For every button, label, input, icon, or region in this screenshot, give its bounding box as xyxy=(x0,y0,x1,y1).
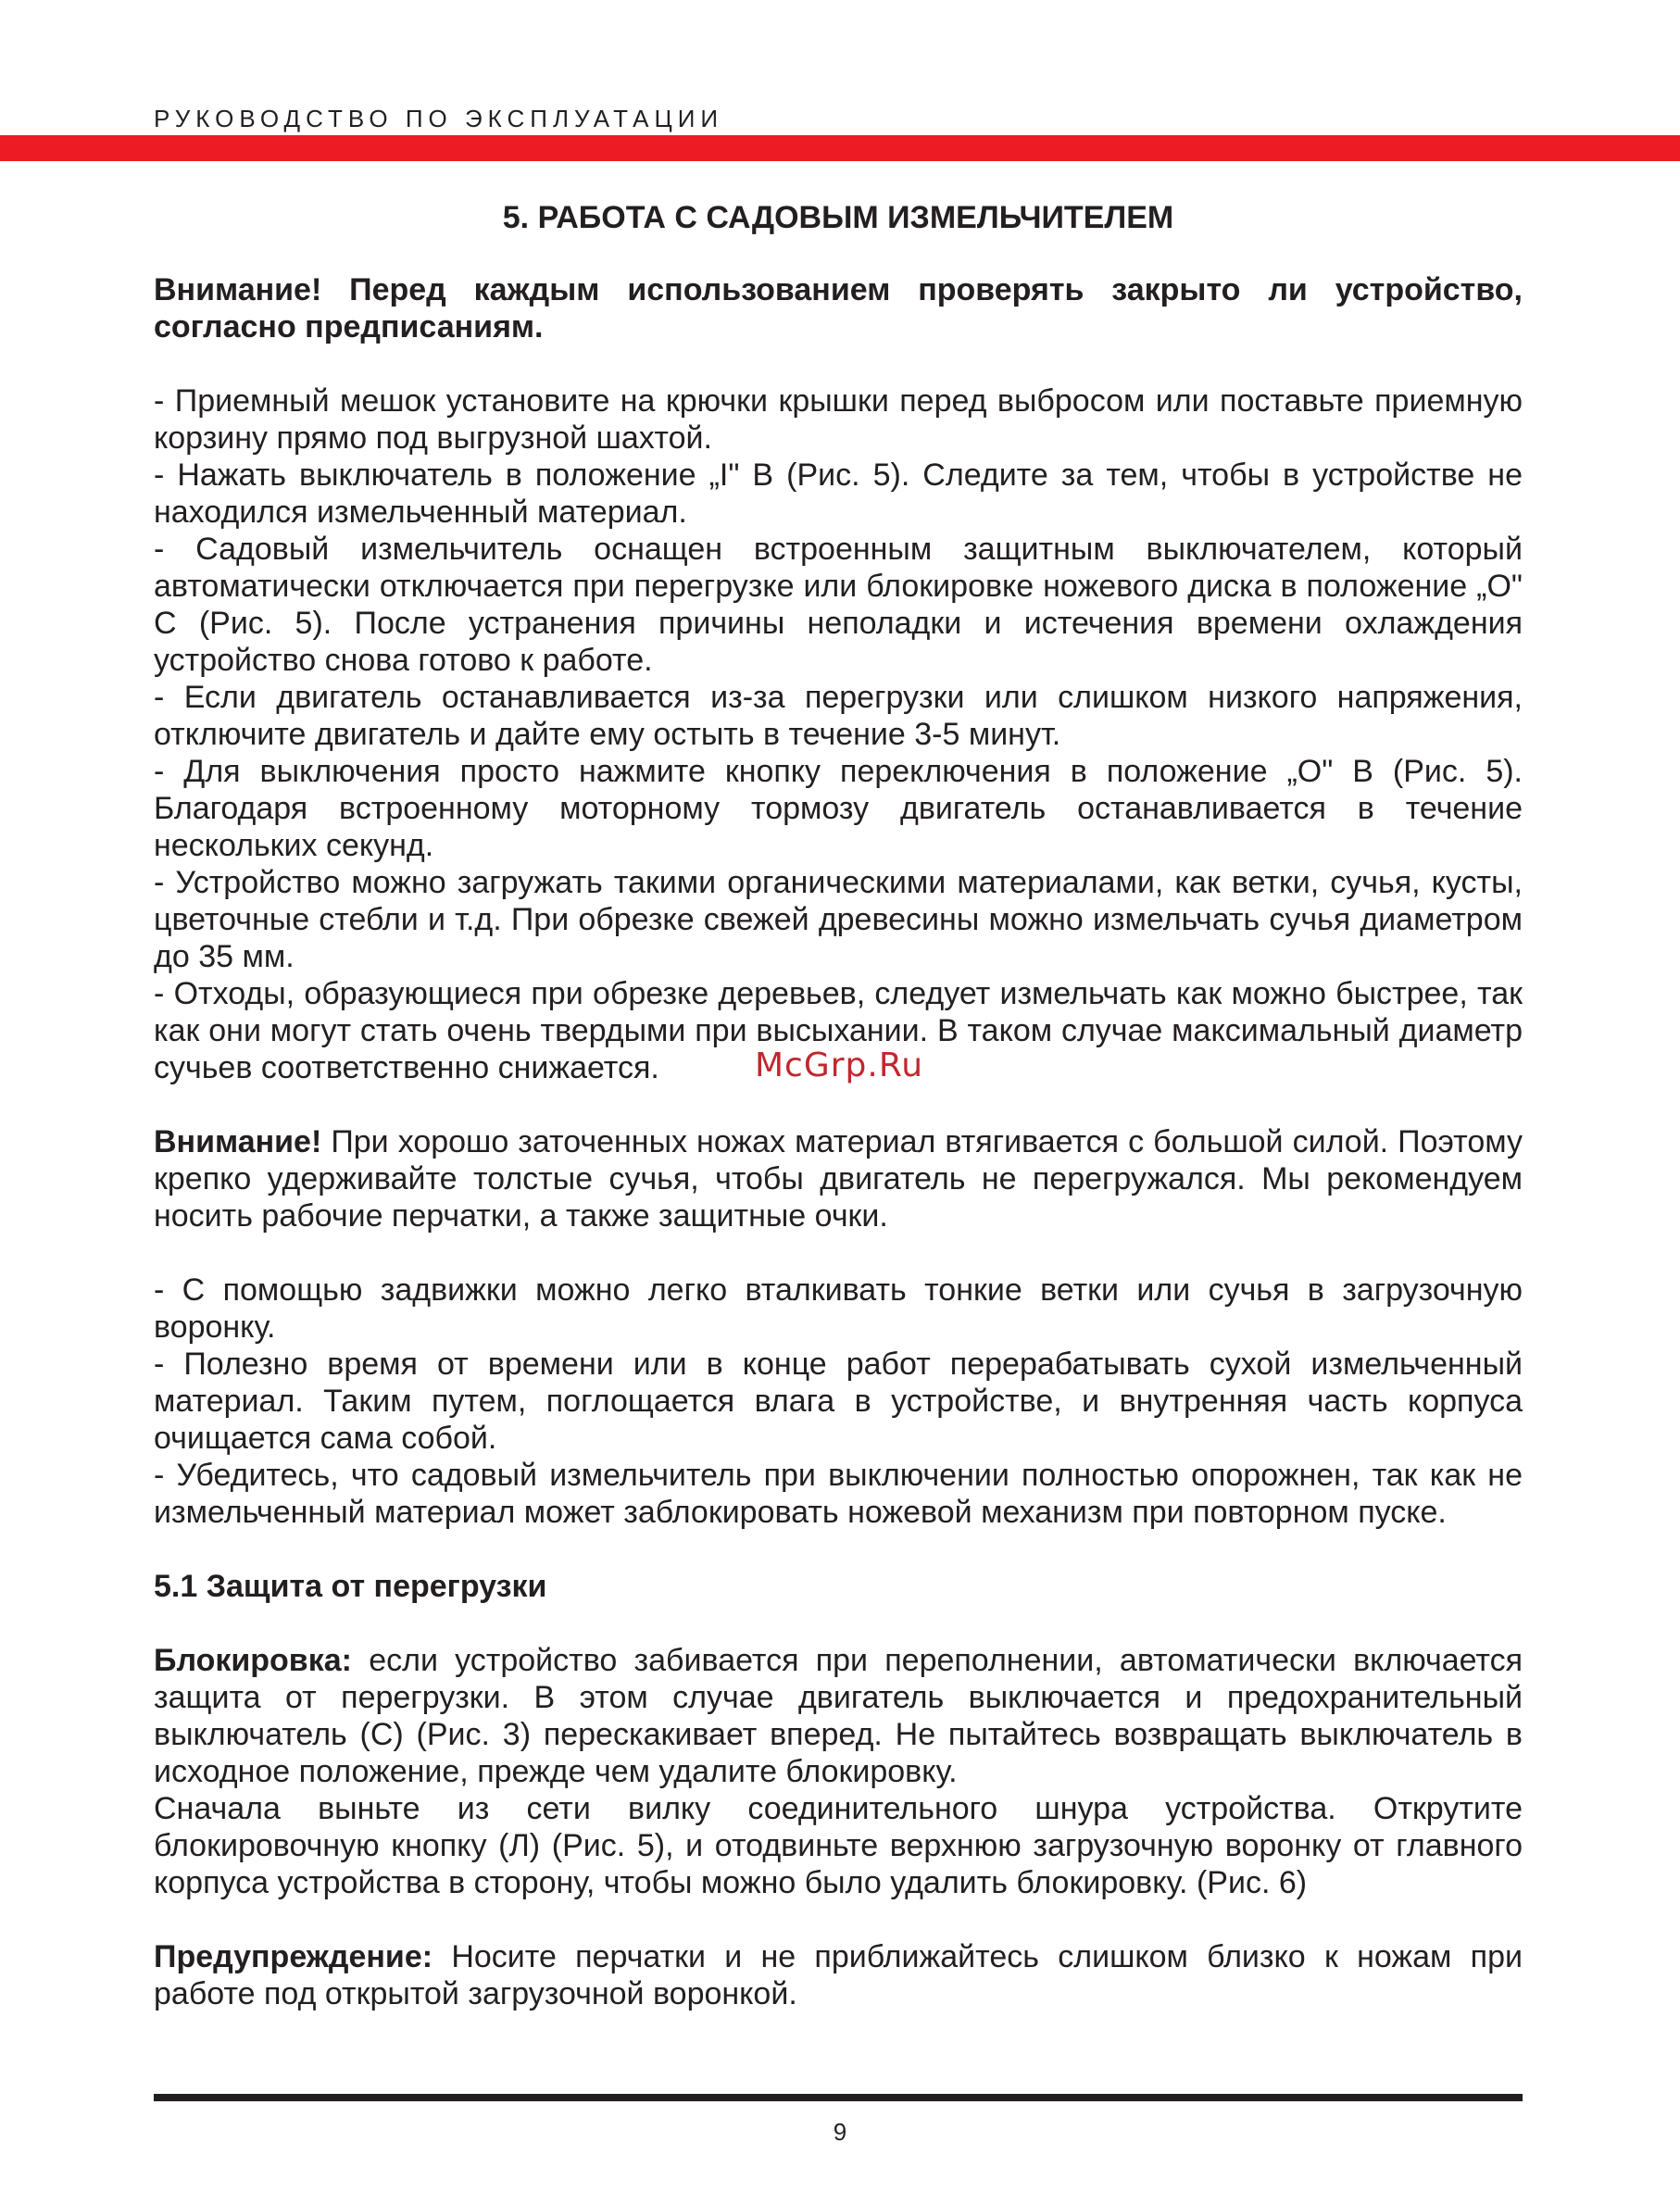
list-item: - Полезно время от времени или в конце работ перерабатывать сухой измельченный материал. Таким путем, поглощается влага в устройстве, и внутренняя часть корпуса очищается сама собой. xyxy=(154,1347,1523,1456)
page-number: 9 xyxy=(833,2118,847,2146)
warning-intro: Внимание! Перед каждым использованием проверять закрыто ли устройство, согласно предписаниям. xyxy=(154,272,1523,345)
section-title: 5. РАБОТА С САДОВЫМ ИЗМЕЛЬЧИТЕЛЕМ xyxy=(502,200,1174,235)
list-item: - Устройство можно загружать такими органическими материалами, как ветки, сучья, кусты, цветочные стебли и т.д. При обрезке свежей древесины можно измельчать сучья диаметром до 35 мм. xyxy=(154,865,1523,974)
running-header: РУКОВОДСТВО ПО ЭКСПЛУАТАЦИИ xyxy=(154,105,724,132)
list-item: - Приемный мешок установите на крючки крышки перед выбросом или поставьте приемную корзину прямо под выгрузной шахтой. xyxy=(154,383,1523,456)
warning-paragraph xyxy=(154,1938,1523,2012)
list-item: - Садовый измельчитель оснащен встроенным защитным выключателем, который автоматически отключается при перегрузке или блокировке ножевого диска в положение „O" C (Рис. 5). После устранения причины неполадки и истечения времени охлаждения устройство снова готово к работе. xyxy=(154,532,1523,678)
blocking-paragraph xyxy=(154,1642,1523,1790)
list-item: - Отходы, образующиеся при обрезке деревьев, следует измельчать как можно быстрее, так как они могут стать очень твердыми при высыхании. В таком случае максимальный диаметр сучьев соответственно снижается. xyxy=(154,976,1523,1085)
warning-label: Предупреждение: xyxy=(154,1939,433,1974)
header-accent-bar xyxy=(0,135,1680,161)
list-item: - Если двигатель останавливается из-за перегрузки или слишком низкого напряжения, отключите двигатель и дайте ему остыть в течение 3-5 минут. xyxy=(154,680,1523,752)
list-item: - Нажать выключатель в положение „I" B (Рис. 5). Следите за тем, чтобы в устройстве не находился измельченный материал. xyxy=(154,457,1523,530)
list-item: - Для выключения просто нажмите кнопку переключения в положение „O" B (Рис. 5). Благодаря встроенному моторному тормозу двигатель останавливается в течение нескольких секунд. xyxy=(154,754,1523,863)
blocking-text: если устройство забивается при переполнении, автоматически включается защита от перегрузки. В этом случае двигатель выключается и предохранительный выключатель (С) (Рис. 3) перескакивает вперед. Не пытайтесь возвращать выключатель в исходное положение, прежде чем удалите блокировку. xyxy=(154,1643,1523,1789)
warning-text: Носите перчатки и не приближайтесь слишком близко к ножам при работе под открытой загрузочной воронкой. xyxy=(154,1939,1523,2011)
blocking-paragraph-2: Сначала выньте из сети вилку соединительного шнура устройства. Открутите блокировочную кнопку (Л) (Рис. 5), и отодвиньте верхнюю загрузочную воронку от главного корпуса устройства в сторону, чтобы можно было удалить блокировку. (Рис. 6) xyxy=(154,1791,1523,1900)
list-item: - Убедитесь, что садовый измельчитель при выключении полностью опорожнен, так как не измельченный материал может заблокировать ножевой механизм при повторном пуске. xyxy=(154,1458,1523,1530)
footer-rule xyxy=(154,2094,1523,2101)
attention-label: Внимание! xyxy=(154,1124,322,1159)
instruction-list-2 xyxy=(154,1272,1523,1531)
page-content xyxy=(154,199,1523,2012)
watermark: McGrp.Ru xyxy=(755,1046,924,1084)
subsection-title: 5.1 Защита от перегрузки xyxy=(154,1569,547,1604)
attention-paragraph xyxy=(154,1123,1523,1234)
list-item: - С помощью задвижки можно легко вталкивать тонкие ветки или сучья в загрузочную воронку. xyxy=(154,1272,1523,1345)
blocking-label: Блокировка: xyxy=(154,1643,352,1678)
attention-text: При хорошо заточенных ножах материал втягивается с большой силой. Поэтому крепко удерживайте толстые сучья, чтобы двигатель не перегружался. Мы рекомендуем носить рабочие перчатки, а также защитные очки. xyxy=(154,1124,1523,1234)
instruction-list-1 xyxy=(154,382,1523,1086)
